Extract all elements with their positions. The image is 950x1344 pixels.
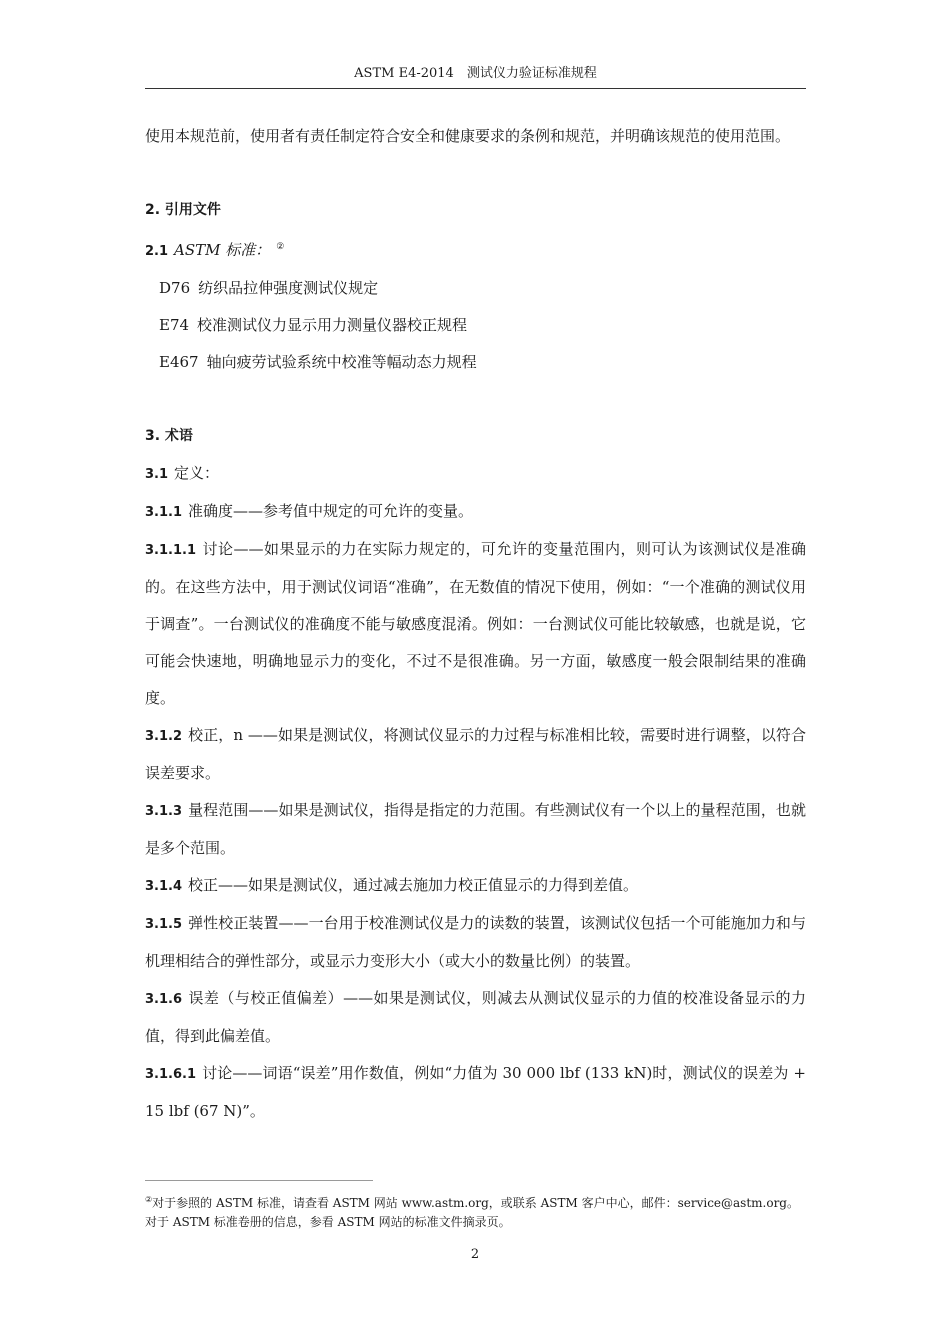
- footnote-text: 对于参照的 ASTM 标准，请查看 ASTM 网站 www.astm.org，或联系 ASTM 客户中心，邮件：service@astm.org。对于 ASTM 标准卷册的信息，参看 ASTM 网站的标准文件摘录页。: [145, 1196, 799, 1229]
- reference-title: 校准测试仪力显示用力测量仪器校正规程: [197, 316, 468, 334]
- page-header: [145, 62, 806, 89]
- definition-text: 讨论——词语“误差”用作数值，例如“力值为 30 000 lbf (133 kN)时，测试仪的误差为 + 15 lbf (67 N)”。: [145, 1064, 806, 1120]
- reference-code: E74: [159, 316, 190, 334]
- definition-text: 量程范围——如果是测试仪，指得是指定的力范围。有些测试仪有一个以上的量程范围，也就是多个范围。: [145, 801, 806, 857]
- section-2-1-number: 2.1: [145, 244, 169, 259]
- definition-number: 3.1.1: [145, 505, 183, 520]
- definition-item: [145, 905, 806, 980]
- definition-text: 讨论——如果显示的力在实际力规定的，可允许的变量范围内，则可认为该测试仪是准确的。在这些方法中，用于测试仪词语“准确”，在无数值的情况下使用，例如：“一个准确的测试仪用于调查”。一台测试仪的准确度不能与敏感度混淆。例如：一台测试仪可能比较敏感，也就是说，它可能会快速地，明确地显示力的变化，不过不是很准确。另一方面，敏感度一般会限制结果的准确度。: [145, 540, 806, 707]
- definition-number: 3.1.3: [145, 804, 183, 819]
- definition-item: [145, 493, 806, 531]
- footnote-divider: [145, 1180, 373, 1181]
- footnote: [145, 1190, 806, 1232]
- section-2-heading: 2. 引用文件: [145, 202, 221, 218]
- definition-item: [145, 867, 806, 905]
- reference-item: [145, 344, 806, 381]
- reference-item: [145, 270, 806, 307]
- definition-item: [145, 531, 806, 717]
- definition-text: 误差（与校正值偏差）——如果是测试仪，则减去从测试仪显示的力值的校准设备显示的力值，得到此偏差值。: [145, 989, 806, 1045]
- intro-paragraph: 使用本规范前，使用者有责任制定符合安全和健康要求的条例和规范，并明确该规范的使用范围。: [145, 127, 791, 145]
- footnote-reference-mark: ②: [276, 242, 285, 252]
- section-2-1-line: [145, 229, 806, 270]
- page-number: 2: [470, 1247, 480, 1262]
- document-body: [145, 118, 806, 1130]
- definition-text: 校正——如果是测试仪，通过减去施加力校正值显示的力得到差值。: [188, 876, 639, 894]
- reference-item: [145, 307, 806, 344]
- definition-text: 校正，n ——如果是测试仪，将测试仪显示的力过程与标准相比较，需要时进行调整，以符合误差要求。: [145, 726, 806, 782]
- definition-item: [145, 1055, 806, 1130]
- footnote-mark: ②: [145, 1195, 153, 1204]
- definition-text: 弹性校正装置——一台用于校准测试仪是力的读数的装置，该测试仪包括一个可能施加力和与机理相结合的弹性部分，或显示力变形大小（或大小的数量比例）的装置。: [145, 914, 806, 970]
- definition-number: 3.1: [145, 467, 169, 482]
- reference-title: 纺织品拉伸强度测试仪规定: [198, 279, 379, 297]
- definition-number: 3.1.5: [145, 917, 183, 932]
- definition-text: 定义：: [174, 464, 220, 482]
- definition-item: [145, 980, 806, 1055]
- definition-number: 3.1.6: [145, 992, 183, 1007]
- definition-number: 3.1.2: [145, 729, 183, 744]
- section-2-1-label: ASTM 标准：: [174, 241, 271, 259]
- definition-text: 准确度——参考值中规定的可允许的变量。: [188, 502, 474, 520]
- section-3-heading: 3. 术语: [145, 428, 193, 444]
- definition-item: [145, 455, 806, 493]
- definition-number: 3.1.1.1: [145, 543, 196, 558]
- header-title: ASTM E4-2014 测试仪力验证标准规程: [354, 66, 597, 81]
- definition-number: 3.1.6.1: [145, 1067, 196, 1082]
- reference-title: 轴向疲劳试验系统中校准等幅动态力规程: [206, 353, 477, 371]
- definition-number: 3.1.4: [145, 879, 183, 894]
- reference-code: E467: [159, 353, 199, 371]
- definition-item: [145, 792, 806, 867]
- reference-code: D76: [159, 279, 191, 297]
- definition-item: [145, 717, 806, 792]
